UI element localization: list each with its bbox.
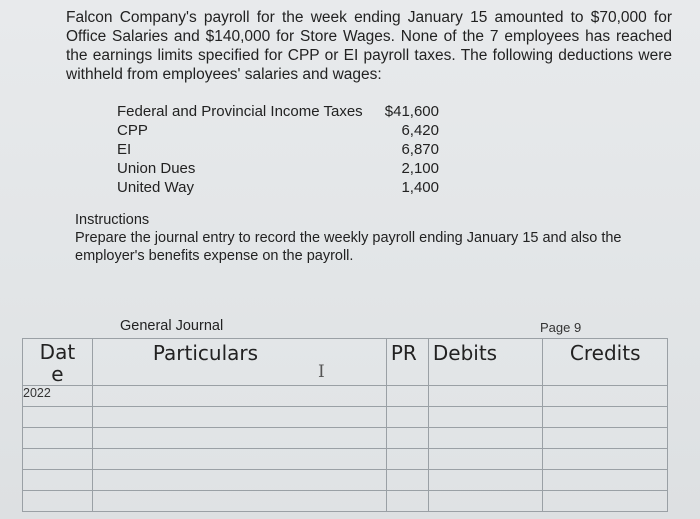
debit-cell[interactable] <box>428 407 543 428</box>
debit-cell[interactable] <box>428 491 543 512</box>
debits-header: Debits <box>428 339 543 386</box>
debit-cell[interactable] <box>428 449 543 470</box>
deduction-amount: $41,600 <box>384 103 439 120</box>
table-row <box>23 428 668 449</box>
debit-cell[interactable] <box>428 428 543 449</box>
page-number: Page 9 <box>540 320 582 335</box>
year-cell[interactable]: 2022 <box>23 386 93 407</box>
text-cursor-icon: I <box>318 362 325 382</box>
credit-cell[interactable] <box>543 386 668 407</box>
deduction-label: Federal and Provincial Income Taxes <box>117 103 363 120</box>
date-cell[interactable] <box>23 491 93 512</box>
table-row <box>23 449 668 470</box>
credit-cell[interactable] <box>543 491 668 512</box>
particulars-header: Particulars <box>92 339 386 386</box>
instructions-heading: Instructions <box>75 212 150 228</box>
debit-cell[interactable] <box>428 386 543 407</box>
deduction-amount: 6,420 <box>401 122 439 139</box>
journal-table <box>22 338 668 512</box>
date-cell[interactable] <box>23 470 93 491</box>
deduction-amount: 1,400 <box>401 179 439 196</box>
credits-header: Credits <box>543 339 668 386</box>
table-row <box>23 386 668 407</box>
deduction-row <box>117 102 439 121</box>
table-row <box>23 491 668 512</box>
deduction-row <box>117 121 439 140</box>
pr-cell[interactable] <box>386 470 428 491</box>
date-cell[interactable] <box>23 428 93 449</box>
pr-cell[interactable] <box>386 449 428 470</box>
debit-cell[interactable] <box>428 470 543 491</box>
deduction-label: United Way <box>117 179 194 196</box>
credit-cell[interactable] <box>543 407 668 428</box>
deductions-list <box>117 102 439 197</box>
particulars-cell[interactable] <box>92 449 386 470</box>
deduction-row <box>117 140 439 159</box>
particulars-cell[interactable] <box>92 491 386 512</box>
date-header-line1: Dat <box>39 340 76 364</box>
date-cell[interactable] <box>23 407 93 428</box>
date-header-line2: e <box>51 362 64 386</box>
particulars-cell[interactable] <box>92 428 386 449</box>
table-row <box>23 407 668 428</box>
problem-statement: Falcon Company's payroll for the week ending January 15 amounted to $70,000 for Office Salaries and $140,000 for Store Wages. None of the 7 employees has reached the earnings limits specified for CPP or EI payroll taxes. The following deductions were withheld from employees' salaries and wages: <box>66 9 672 83</box>
credit-cell[interactable] <box>543 470 668 491</box>
credit-cell[interactable] <box>543 449 668 470</box>
date-cell[interactable] <box>23 449 93 470</box>
deduction-row <box>117 159 439 178</box>
pr-cell[interactable] <box>386 407 428 428</box>
deduction-label: Union Dues <box>117 160 196 177</box>
pr-cell[interactable] <box>386 428 428 449</box>
instructions-text: Prepare the journal entry to record the weekly payroll ending January 15 and also the employer's benefits expense on the payroll. <box>75 230 622 264</box>
particulars-cell[interactable] <box>92 407 386 428</box>
deduction-amount: 6,870 <box>401 141 439 158</box>
table-row <box>23 470 668 491</box>
credit-cell[interactable] <box>543 428 668 449</box>
particulars-cell[interactable] <box>92 386 386 407</box>
journal-title: General Journal <box>120 318 224 334</box>
deduction-amount: 2,100 <box>401 160 439 177</box>
pr-cell[interactable] <box>386 491 428 512</box>
pr-cell[interactable] <box>386 386 428 407</box>
deduction-label: EI <box>117 141 132 158</box>
deduction-row <box>117 178 439 197</box>
deduction-label: CPP <box>117 122 148 139</box>
instructions-block <box>75 211 675 265</box>
particulars-cell[interactable] <box>92 470 386 491</box>
pr-header: PR <box>386 339 428 386</box>
date-header <box>23 339 93 386</box>
